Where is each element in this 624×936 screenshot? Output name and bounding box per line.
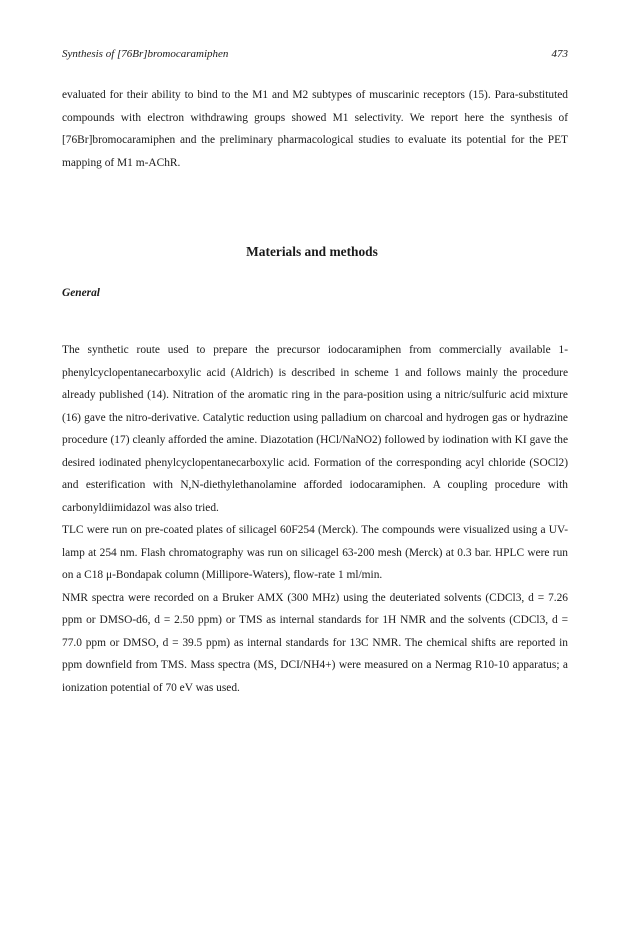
section-title: Materials and methods [246, 244, 378, 259]
paragraph-nmr: NMR spectra were recorded on a Bruker AMX (300 MHz) using the deuteriated solvents (CDCl3, d = 7.26 ppm or DMSO-d6, d = 2.50 ppm) or TMS as internal standards for 1H NMR and the solvents (CDCl3, d = 77.0 ppm or DMSO, d = 39.5 ppm) as internal standards for 13C NMR. The chemical shifts are reported in ppm downfield from TMS. Mass spectra (MS, DCI/NH4+) were measured on a Nermag R10-10 apparatus; a ionization potential of 70 eV was used. [62, 591, 568, 694]
paragraph-synthesis: The synthetic route used to prepare the precursor iodocaramiphen from commercially available 1-phenylcyclopentanecarboxylic acid (Aldrich) is described in scheme 1 and follows mainly the procedure already published (14). Nitration of the aromatic ring in the para-position using a nitric/sulfuric acid mixture (16) gave the nitro-derivative. Catalytic reduction using palladium on charcoal and hydrogen gas or hydrazine procedure (17) cleanly afforded the amine. Diazotation (HCl/NaNO2) followed by iodination with KI gave the desired iodinated phenylcyclopentanecarboxylic acid. Formation of the corresponding acyl chloride (SOCl2) and esterification with N,N-diethylethanolamine afforded iodocaramiphen. A coupling procedure with carbonyldiimidazol was also tried. [62, 344, 568, 514]
page-number: 473 [551, 48, 568, 60]
running-head-title: Synthesis of [76Br]bromocaramiphen [62, 48, 229, 60]
paragraph-tlc: TLC were run on pre-coated plates of silicagel 60F254 (Merck). The compounds were visualized using a UV-lamp at 254 nm. Flash chromatography was run on silicagel 63-200 mesh (Merck) at 0.3 bar. HPLC were run on a C18 μ-Bondapak column (Millipore-Waters), flow-rate 1 ml/min. [62, 524, 568, 581]
section-subheading: General [62, 287, 100, 299]
intro-paragraph [62, 84, 568, 174]
body-paragraphs [62, 339, 568, 699]
running-head [62, 48, 568, 60]
intro-paragraph-text: evaluated for their ability to bind to the M1 and M2 subtypes of muscarinic receptors (15). Para-substituted compounds with electron withdrawing groups showed M1 selectivity. We report here the synthesis of [76Br]bromocaramiphen and the preliminary pharmacological studies to evaluate its potential for the PET mapping of M1 m-AChR. [62, 89, 568, 169]
